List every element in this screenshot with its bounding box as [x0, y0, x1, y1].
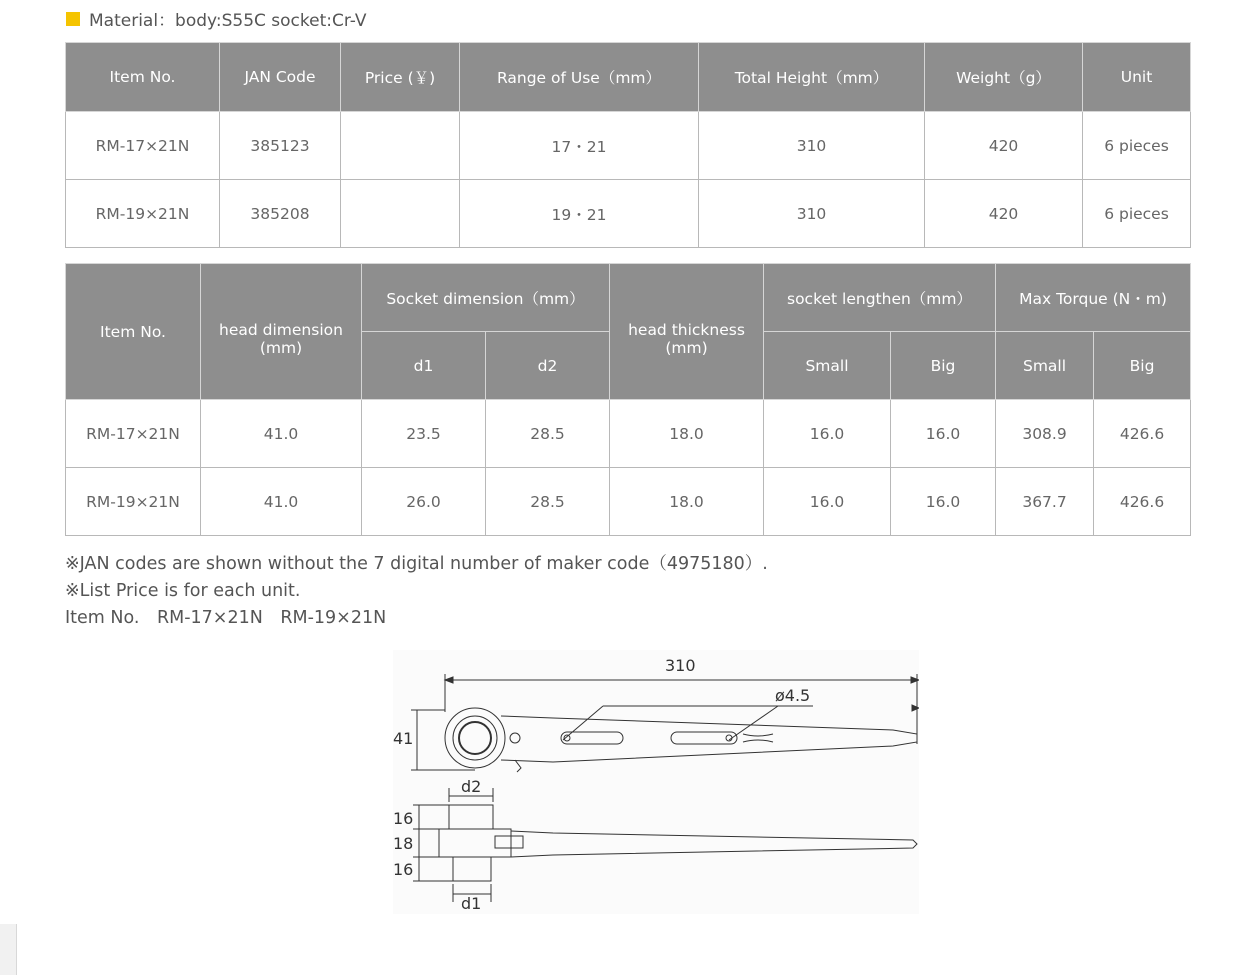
wrench-drawing [393, 650, 919, 914]
label-d2: d2 [461, 777, 482, 796]
head-dimension-label: head dimension (mm) [219, 320, 343, 357]
cell-d2: 28.5 [486, 468, 610, 536]
arrow-right-icon [911, 677, 919, 683]
cell-torque-big: 426.6 [1094, 400, 1191, 468]
wrench-handle-side [511, 831, 917, 857]
slot-right [671, 732, 737, 744]
cell-price [341, 112, 460, 180]
cell-weight: 420 [925, 112, 1083, 180]
cell-length-big: 16.0 [891, 468, 996, 536]
cell-d1: 23.5 [362, 400, 486, 468]
cell-item-no: RM-19×21N [66, 180, 220, 248]
head-window [495, 836, 523, 848]
material-line [66, 6, 367, 31]
note-item-no: Item No. RM-17×21N RM-19×21N [65, 608, 387, 628]
pawl [515, 760, 521, 772]
table-row [66, 112, 1191, 180]
label-head-thickness: 18 [393, 834, 414, 853]
label-hole-diameter: ø4.5 [775, 686, 811, 705]
cell-head-thickness: 18.0 [610, 468, 764, 536]
col-torque-small: Small [996, 332, 1094, 400]
cell-head-dimension: 41.0 [201, 400, 362, 468]
wrench-handle-top [501, 716, 917, 762]
spec-table [65, 42, 1191, 248]
col-head-thickness [610, 264, 764, 400]
arrow-left-icon [445, 677, 453, 683]
label-head-size: 41 [393, 729, 414, 748]
notes [65, 551, 768, 632]
cell-item-no: RM-19×21N [66, 468, 201, 536]
col-unit: Unit [1083, 43, 1191, 112]
col-weight: Weight（g） [925, 43, 1083, 112]
label-socket-top: 16 [393, 809, 414, 828]
pivot-hole [510, 733, 520, 743]
note-jan: ※JAN codes are shown without the 7 digital number of maker code（4975180）. [65, 554, 768, 574]
col-total-height: Total Height（mm） [699, 43, 925, 112]
scroll-edge [0, 924, 17, 975]
cell-length-big: 16.0 [891, 400, 996, 468]
ratchet-socket [459, 722, 491, 754]
col-jan-code: JAN Code [220, 43, 341, 112]
socket-big [449, 805, 493, 829]
col-range-of-use: Range of Use（mm） [460, 43, 699, 112]
wrench-drawing-svg [393, 650, 919, 914]
material-text: Material：body:S55C socket:Cr-V [89, 11, 367, 31]
cell-length-small: 16.0 [764, 468, 891, 536]
cell-head-dimension: 41.0 [201, 468, 362, 536]
col-socket-lengthen: socket lengthen（mm） [764, 264, 996, 332]
leader-line [563, 706, 603, 740]
note-price: ※List Price is for each unit. [65, 581, 301, 601]
col-length-big: Big [891, 332, 996, 400]
cell-jan-code: 385123 [220, 112, 341, 180]
col-max-torque: Max Torque (N・m) [996, 264, 1191, 332]
table-row [66, 468, 1191, 536]
cell-unit: 6 pieces [1083, 180, 1191, 248]
col-head-dimension [201, 264, 362, 400]
handle-groove [743, 734, 773, 742]
col-torque-big: Big [1094, 332, 1191, 400]
arrow-right-icon [912, 705, 919, 711]
label-total-length: 310 [665, 656, 696, 675]
head-thickness-label: head thickness (mm) [628, 320, 745, 357]
col-d1: d1 [362, 332, 486, 400]
cell-range-of-use: 17・21 [460, 112, 699, 180]
col-price: Price (￥) [341, 43, 460, 112]
cell-weight: 420 [925, 180, 1083, 248]
col-d2: d2 [486, 332, 610, 400]
cell-length-small: 16.0 [764, 400, 891, 468]
head-body [439, 829, 511, 857]
col-item-no: Item No. [66, 264, 201, 400]
ratchet-head-outline [445, 708, 505, 768]
cell-total-height: 310 [699, 180, 925, 248]
table-row [66, 400, 1191, 468]
label-socket-bottom: 16 [393, 860, 414, 879]
cell-unit: 6 pieces [1083, 112, 1191, 180]
socket-small [453, 857, 491, 881]
dimension-table-header-row [66, 264, 1191, 332]
col-item-no: Item No. [66, 43, 220, 112]
cell-item-no: RM-17×21N [66, 112, 220, 180]
label-d1: d1 [461, 894, 482, 913]
cell-head-thickness: 18.0 [610, 400, 764, 468]
col-length-small: Small [764, 332, 891, 400]
cell-torque-small: 308.9 [996, 400, 1094, 468]
cell-price [341, 180, 460, 248]
cell-d2: 28.5 [486, 400, 610, 468]
cell-item-no: RM-17×21N [66, 400, 201, 468]
bullet-square-icon [66, 12, 80, 26]
table-row [66, 180, 1191, 248]
spec-table-header-row [66, 43, 1191, 112]
cell-total-height: 310 [699, 112, 925, 180]
cell-range-of-use: 19・21 [460, 180, 699, 248]
col-socket-dimension: Socket dimension（mm） [362, 264, 610, 332]
cell-torque-big: 426.6 [1094, 468, 1191, 536]
cell-torque-small: 367.7 [996, 468, 1094, 536]
cell-jan-code: 385208 [220, 180, 341, 248]
dimension-table [65, 263, 1191, 536]
cell-d1: 26.0 [362, 468, 486, 536]
